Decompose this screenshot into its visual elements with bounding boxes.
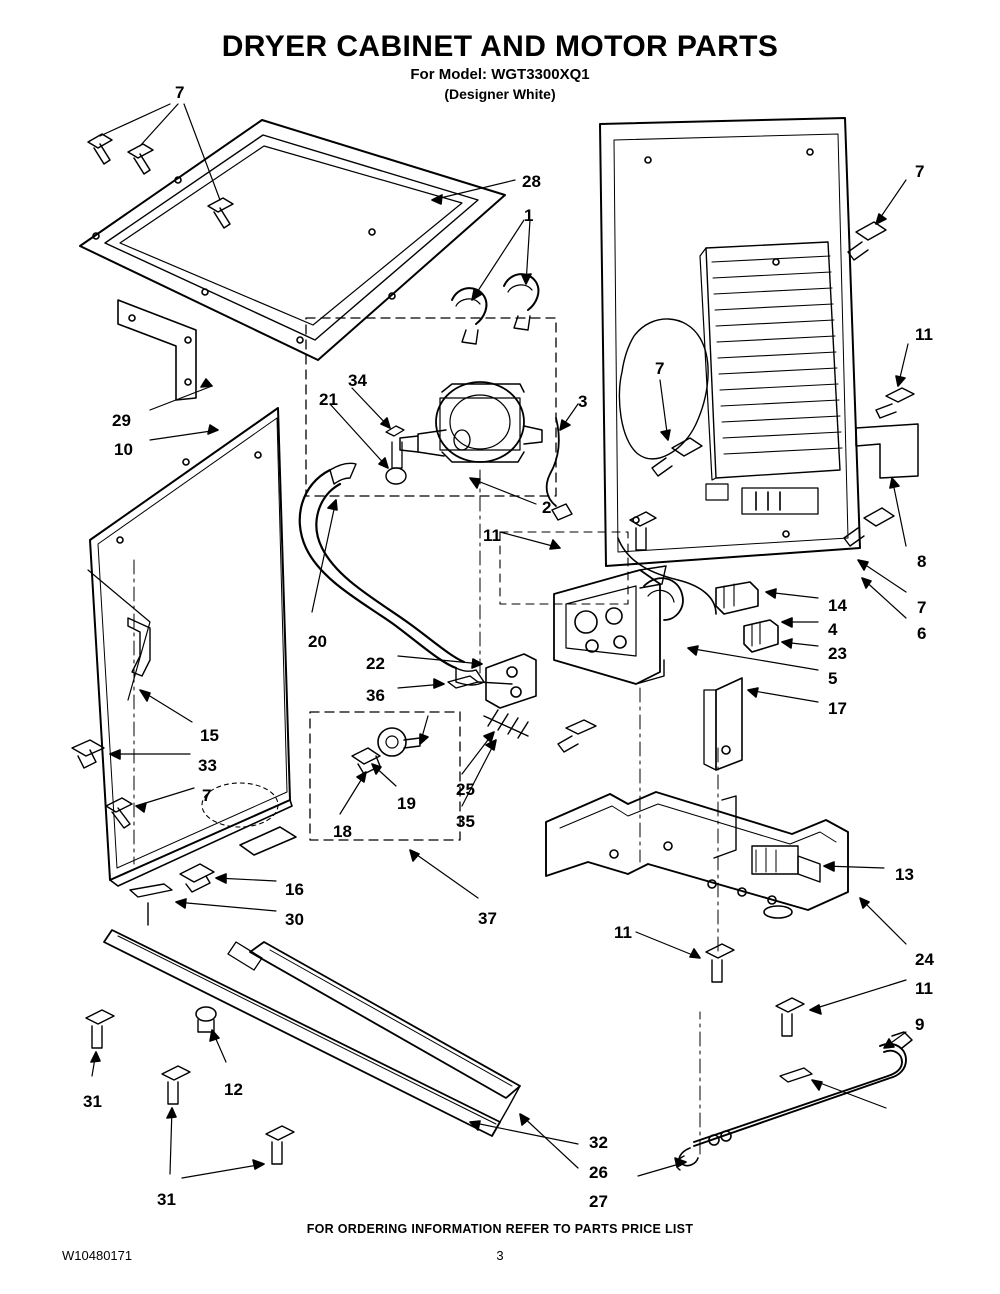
callout-number: 13	[895, 865, 914, 884]
callout-number: 6	[917, 624, 927, 643]
callout-number: 23	[828, 644, 847, 663]
callout-number: 19	[397, 794, 416, 813]
callout-number: 9	[915, 1015, 925, 1034]
callout-number: 35	[456, 812, 475, 831]
callout-number: 27	[589, 1192, 608, 1211]
callout-number: 22	[366, 654, 385, 673]
page-number: 3	[496, 1248, 504, 1263]
callout-number: 2	[542, 498, 552, 517]
callout-number: 7	[202, 786, 212, 805]
callout-number: 12	[224, 1080, 243, 1099]
callout-number: 26	[589, 1163, 608, 1182]
callout-number: 3	[578, 392, 588, 411]
footer-note: FOR ORDERING INFORMATION REFER TO PARTS PRICE LIST	[306, 1222, 694, 1236]
callout-number: 11	[614, 923, 632, 942]
callout-number: 11	[915, 979, 933, 998]
color-line: (Designer White)	[444, 86, 556, 102]
callout-number: 25	[456, 780, 475, 799]
callout-number: 10	[114, 440, 133, 459]
callout-number: 24	[915, 950, 934, 969]
page-title: DRYER CABINET AND MOTOR PARTS	[221, 30, 779, 63]
callout-number: 21	[319, 390, 338, 409]
callout-number: 11	[915, 325, 933, 344]
callout-number: 16	[285, 880, 304, 899]
callout-number: 34	[348, 371, 367, 390]
callout-number: 31	[157, 1190, 176, 1209]
callout-number: 36	[366, 686, 385, 705]
callout-number: 7	[655, 359, 665, 378]
callout-number: 17	[828, 699, 847, 718]
callout-number: 5	[828, 669, 838, 688]
callout-number: 37	[478, 909, 497, 928]
callout-number: 29	[112, 411, 131, 430]
callout-number: 11	[483, 526, 501, 545]
document-id: W10480171	[62, 1248, 133, 1263]
callout-number: 7	[915, 162, 925, 181]
callout-number: 7	[917, 598, 927, 617]
callout-number: 33	[198, 756, 217, 775]
callout-number: 18	[333, 822, 352, 841]
callout-number: 1	[524, 206, 534, 225]
callout-number: 30	[285, 910, 304, 929]
callout-number: 4	[828, 620, 838, 639]
callout-number: 28	[522, 172, 541, 191]
callout-number: 8	[917, 552, 927, 571]
callout-number: 32	[589, 1133, 608, 1152]
callout-number: 15	[200, 726, 219, 745]
callout-number: 7	[175, 83, 185, 102]
callout-number: 14	[828, 596, 847, 615]
callout-number: 31	[83, 1092, 102, 1111]
model-line: For Model: WGT3300XQ1	[410, 66, 590, 83]
callout-number: 20	[308, 632, 327, 651]
